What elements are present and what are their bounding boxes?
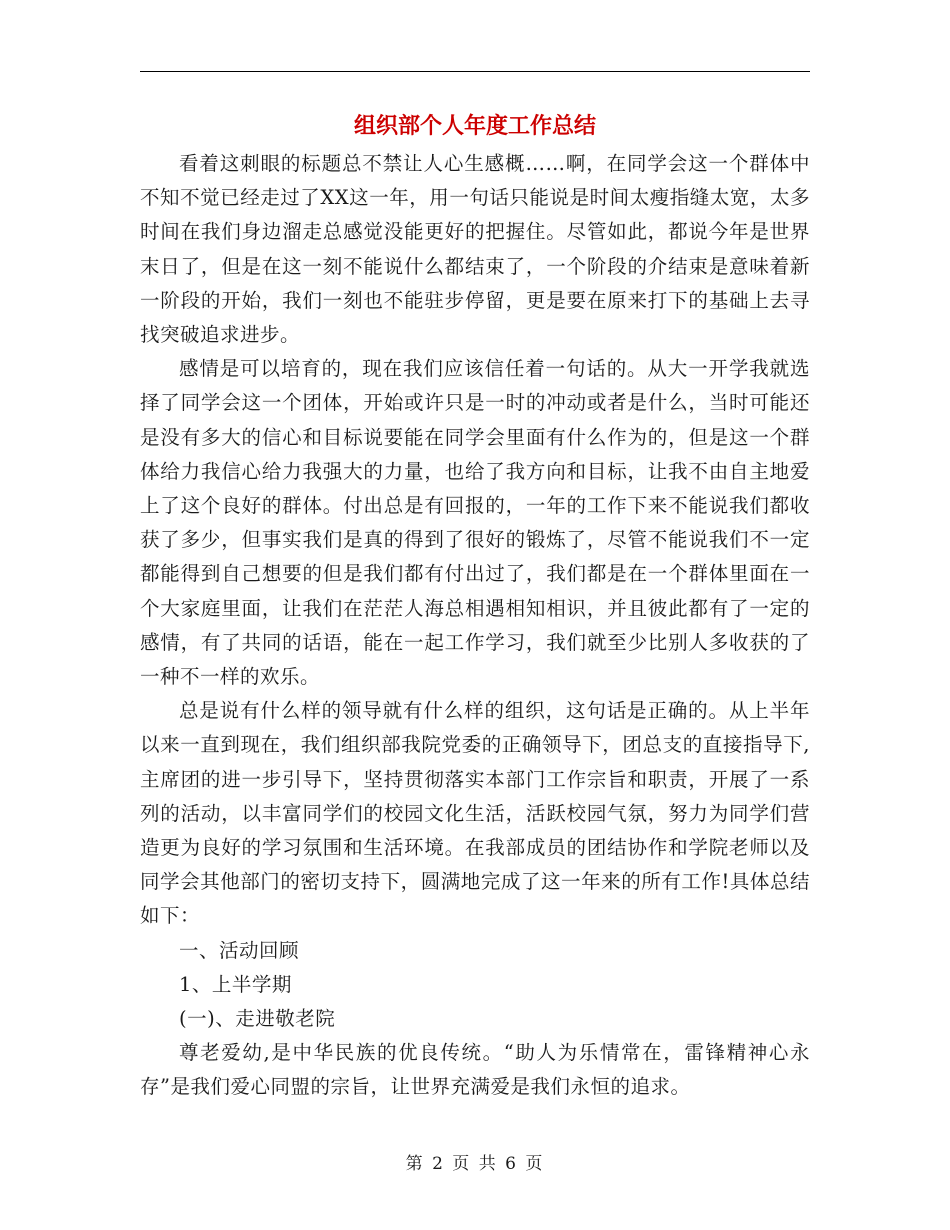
paragraph-leadership: 总是说有什么样的领导就有什么样的组织，这句话是正确的。从上半年以来一直到现在，我们组织部我院党委的正确领导下，团总支的直接指导下,主席团的进一步引导下，坚持贯彻落实本部门工作宗旨和职责，开展了一系列的活动，以丰富同学们的校园文化生活，活跃校园气氛，努力为同学们营造更为良好的学习氛围和生活环境。在我部成员的团结协作和学院老师以及同学会其他部门的密切支持下，圆满地完成了这一年来的所有工作!具体总结如下：: [140, 699, 810, 928]
paragraph-feelings: 感情是可以培育的，现在我们应该信任着一句话的。从大一开学我就选择了同学会这一个团体，开始或许只是一时的冲动或者是什么，当时可能还是没有多大的信心和目标说要能在同学会里面有什么作为的，但是这一个群体给力我信心给力我强大的力量，也给了我方向和目标，让我不由自主地爱上了这个良好的群体。付出总是有回报的，一年的工作下来不能说我们都收获了多少，但事实我们是真的得到了很好的锻炼了，尽管不能说我们不一定都能得到自己想要的但是我们都有付出过了，我们都是在一个群体里面在一个大家庭里面，让我们在茫茫人海总相遇相知相识，并且彼此都有了一定的感情，有了共同的话语，能在一起工作学习，我们就至少比别人多收获的了一种不一样的欢乐。: [140, 357, 810, 689]
item-heading: (一)、走进敬老院: [179, 1007, 336, 1031]
subsection-heading: 1、上半学期: [179, 972, 292, 996]
header-rule: [140, 71, 810, 72]
section-heading: 一、活动回顾: [179, 938, 300, 962]
page-footer: 第 2 页 共 6 页: [405, 1154, 545, 1174]
paragraph-respect-elders: 尊老爱幼,是中华民族的优良传统。“助人为乐情常在，雷锋精神心永存”是我们爱心同盟的宗旨，让世界充满爱是我们永恒的追求。: [140, 1041, 810, 1099]
paragraph-intro: 看着这刺眼的标题总不禁让人心生感概……啊，在同学会这一个群体中不知不觉已经走过了XX这一年，用一句话只能说是时间太瘦指缝太宽，太多时间在我们身边溜走总感觉没能更好的把握住。尽管如此，都说今年是世界末日了，但是在这一刻不能说什么都结束了，一个阶段的介结束是意味着新一阶段的开始，我们一刻也不能驻步停留，更是要在原来打下的基础上去寻找突破追求进步。: [140, 152, 810, 347]
document-title: 组织部个人年度工作总结: [353, 113, 596, 139]
document-body: [140, 147, 810, 1105]
